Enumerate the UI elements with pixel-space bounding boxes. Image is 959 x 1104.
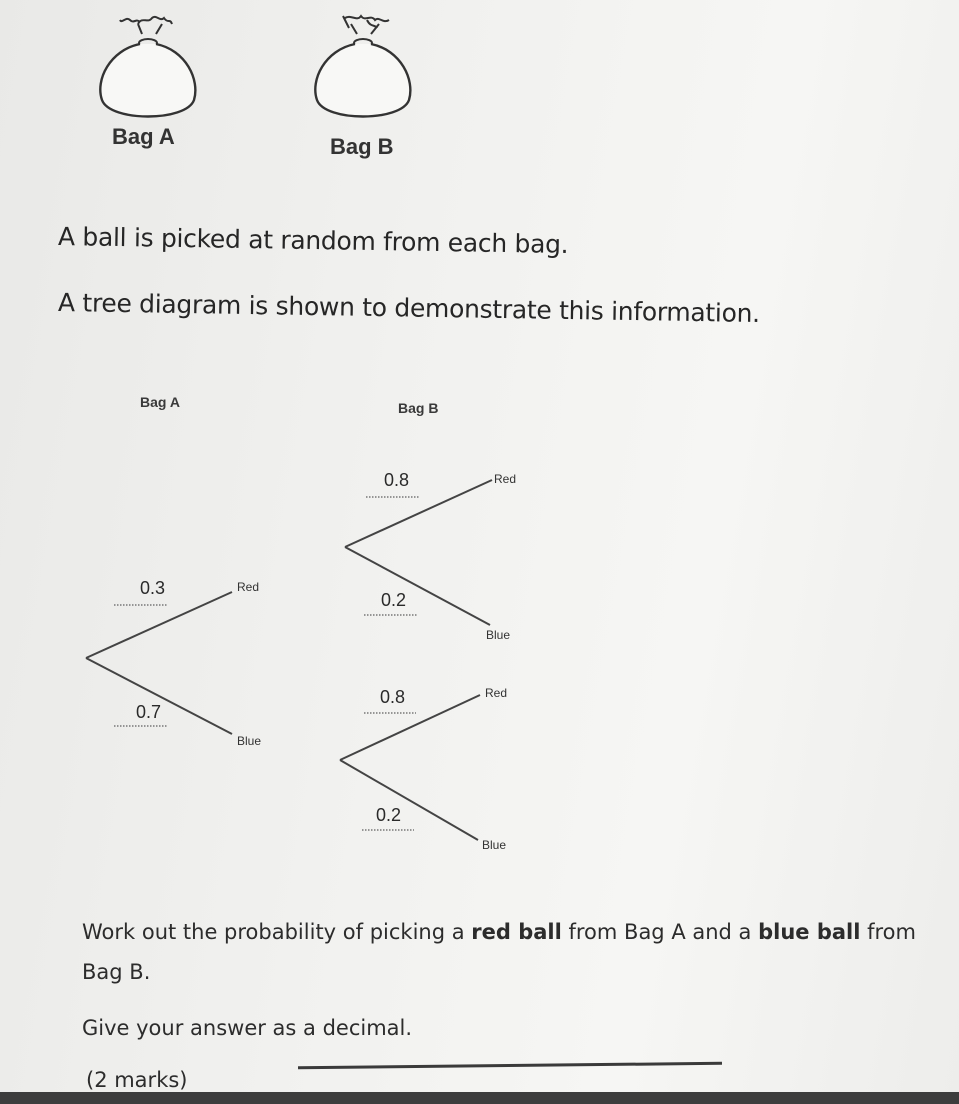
question-bold-red-ball: red ball [471, 920, 562, 944]
question-line-1 [82, 912, 942, 952]
tree-heading-bag-a: Bag A [140, 394, 180, 410]
question-line-2: Bag B. [82, 960, 151, 984]
outcome-a-red: Red [237, 580, 260, 594]
question-bold-blue-ball: blue ball [758, 920, 861, 944]
bag-a-label: Bag A [112, 124, 175, 149]
branch-b-upper-red [345, 480, 492, 547]
question-part-1: Work out the probability of picking a [82, 920, 472, 944]
prob-b-lower-red: 0.8 [380, 687, 406, 707]
marks-label: (2 marks) [86, 1068, 188, 1092]
prob-a-red: 0.3 [140, 578, 166, 598]
outcome-b-upper-blue: Blue [486, 628, 511, 642]
question-part-2: from Bag A and a [561, 920, 759, 944]
intro-line-1: A ball is picked at random from each bag. [57, 222, 569, 260]
outcome-a-blue: Blue [237, 734, 262, 748]
branch-b-lower-red [340, 695, 480, 760]
outcome-b-upper-red: Red [494, 472, 517, 486]
branch-b-lower-blue [340, 760, 478, 840]
outcome-b-lower-blue: Blue [482, 838, 507, 852]
prob-b-lower-blue: 0.2 [376, 805, 402, 825]
bag-b-label: Bag B [330, 134, 394, 159]
prob-b-upper-blue: 0.2 [381, 590, 407, 610]
branch-a-red [86, 592, 232, 658]
question-instruction: Give your answer as a decimal. [82, 1016, 413, 1040]
prob-a-blue: 0.7 [136, 702, 162, 722]
outcome-b-lower-red: Red [485, 686, 508, 700]
intro-line-2: A tree diagram is shown to demonstrate this information. [57, 288, 761, 329]
branch-b-upper-blue [345, 547, 490, 625]
bottom-shadow-bar [0, 1092, 959, 1104]
prob-b-upper-red: 0.8 [384, 470, 410, 490]
question-part-3: from [860, 920, 916, 944]
question-text [82, 912, 942, 992]
tree-heading-bag-b: Bag B [398, 400, 439, 416]
